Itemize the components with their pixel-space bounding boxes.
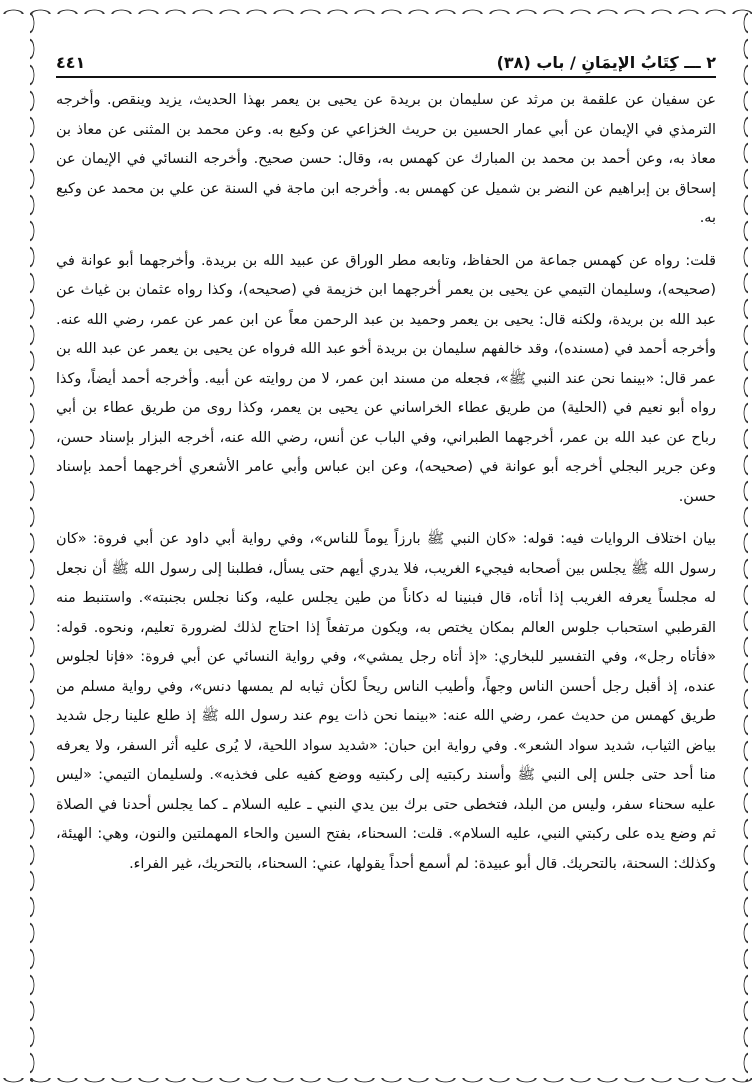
paragraph-2: قلت: رواه عن كهمس جماعة من الحفاظ، وتابعه مطر الوراق عن عبيد الله بن بريدة. وأخرجهما أبو عوانة في (صحيحه)، وسليمان التيمي عن يحيى بن يعمر أخرجهما ابن خزيمة في (صحيحه)، وكذا رواه عثمان بن غياث عن عبد الله بن بريدة، ولكنه قال: يحيى بن يعمر وحميد بن عبد الرحمن معاً عن ابن عمر عن عمر، رضي الله عنه. وأخرجه أحمد في (مسنده)، وقد خالفهم سليمان بن بريدة أخو عبد الله فرواه عن يحيى بن يعمر عن عبد الله بن عمر قال: «بينما نحن عند النبي ﷺ»، فجعله من مسند ابن عمر، لا من روايته عن أبيه. وأخرجه أحمد أيضاً، وكذا رواه أبو نعيم في (الحلية) من طريق عطاء الخراساني عن يحيى بن يعمر، وكذا روى من طريق عطاء بن أبي رباح عن عبد الله بن عمر، أخرجهما الطبراني، وفي الباب عن أنس، رضي الله عنه، أخرجه البزار بإسناد حسن، وعن جرير البجلي أخرجه أبو عوانة في (صحيحه)، وعن ابن عباس وأبي عامر الأشعري أخرجهما أحمد بإسناد حسن.	[56, 252, 716, 505]
paragraph-gap	[56, 512, 716, 525]
page-number: ٤٤١	[56, 53, 86, 72]
paragraph-gap	[56, 234, 716, 247]
page	[56, 40, 716, 1070]
paragraph-3: بيان اختلاف الروايات فيه: قوله: «كان النبي ﷺ بارزاً يوماً للناس»، وفي رواية أبي داود عن أبي فروة: «كان رسول الله ﷺ يجلس بين أصحابه فيجيء الغريب، فلا يدري أيهم حتى يسأل، فطلبنا إلى رسول الله ﷺ أن نجعل له مجلساً يعرفه الغريب إذا أتاه، قال فبنينا له دكاناً من طين يجلس عليه، وكنا نجلس بجنبته». واستنبط منه القرطبي استحباب جلوس العالم بمكان يختص به، ويكون مرتفعاً إذا احتاج لذلك لضرورة تعليم، ونحوه. قوله: «فأتاه رجل»، وفي التفسير للبخاري: «إذ أتاه رجل يمشي»، وفي رواية النسائي عن أبي فروة: «فإنا لجلوس عنده، إذ أقبل رجل أحسن الناس وجهاً، وأطيب الناس ريحاً لكأن ثيابه لم يمسها دنس»، وفي رواية مسلم من طريق كهمس من حديث عمر، رضي الله عنه: «بينما نحن ذات يوم عند رسول الله ﷺ إذ طلع علينا رجل شديد بياض الثياب، شديد سواد الشعر». وفي رواية ابن حبان: «شديد سواد اللحية، لا يُرى عليه أثر السفر، ولا يعرفه منا أحد حتى جلس إلى النبي ﷺ وأسند ركبتيه إلى ركبتيه ووضع كفيه على فخذيه». ولسليمان التيمي: «ليس عليه سحناء سفر، وليس من البلد، فتخطى حتى برك بين يدي النبي ـ عليه السلام ـ كما يجلس أحدنا في الصلاة ثم وضع يده على ركبتي النبي، عليه السلام». قلت: السحناء، بفتح السين والحاء المهملتين والنون، وهي: الهيئة، وكذلك: السحنة، بالتحريك. قال أبو عبيدة: لم أسمع أحداً يقولها، عني: السحناء، بالتحريك، غير الفراء.	[56, 531, 716, 872]
decorative-border-bottom	[0, 1078, 752, 1092]
decorative-border-left	[30, 10, 44, 1082]
page-header	[56, 40, 716, 76]
decorative-border-right	[734, 10, 748, 1082]
header-rule	[56, 76, 716, 78]
decorative-border-top	[0, 0, 752, 14]
running-title: ٢ ـــ كِتَابُ الإيمَانِ / باب (٣٨)	[496, 53, 716, 72]
paragraph-1: عن سفيان عن علقمة بن مرثد عن سليمان بن بريدة عن يحيى بن يعمر بهذا الحديث، يزيد وينقص. وأخرجه الترمذي في الإيمان عن أبي عمار الحسين بن حريث الخزاعي عن وكيع به. وعن محمد بن المثنى عن معاذ بن معاذ به، وعن أحمد بن محمد بن المبارك عن كهمس به، وقال: حسن صحيح. وأخرجه النسائي في الإيمان عن إسحاق بن إبراهيم عن النضر بن شميل عن كهمس به. وأخرجه ابن ماجة في السنة عن علي بن محمد عن وكيع به.	[56, 92, 716, 226]
